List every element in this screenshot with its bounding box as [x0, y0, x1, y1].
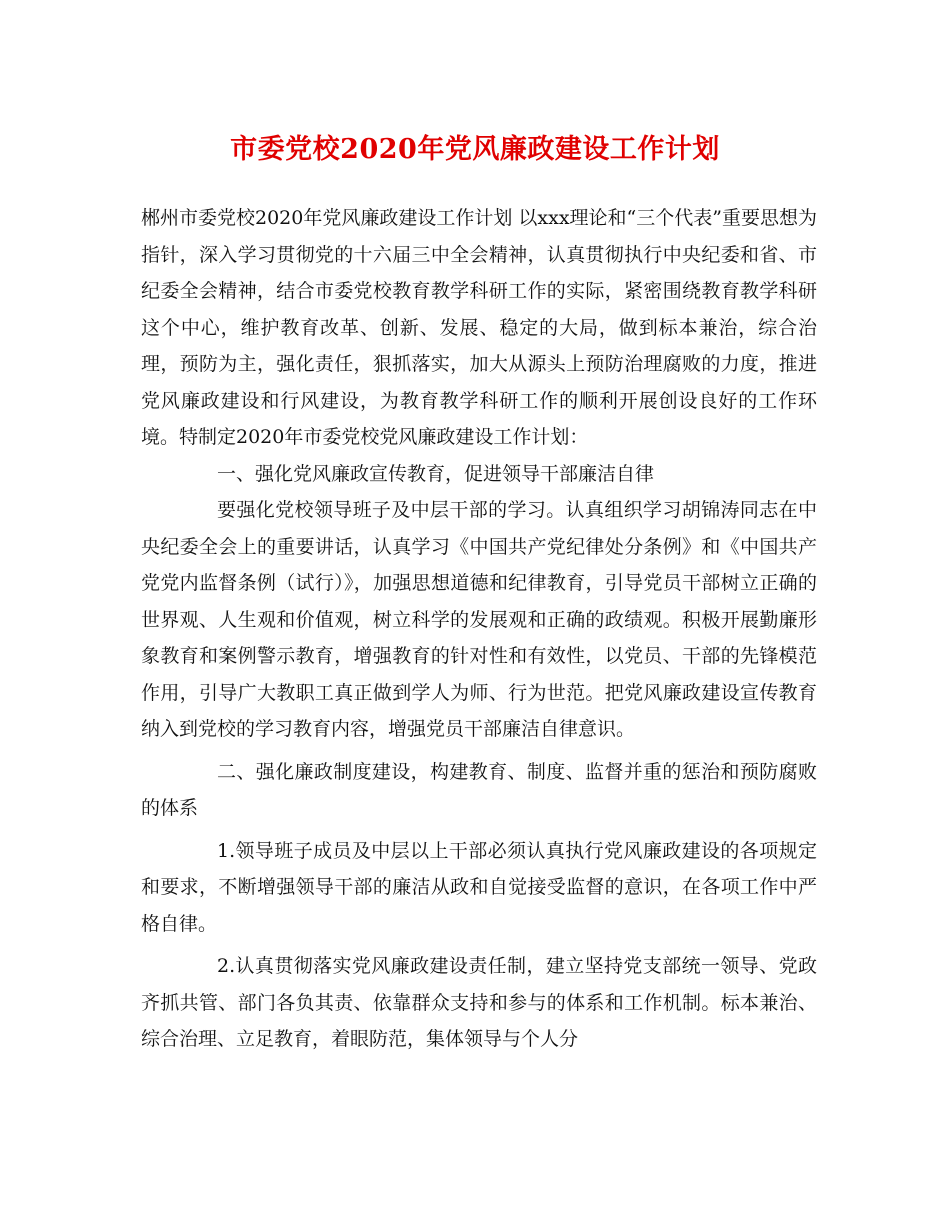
item-1-paragraph: 1.领导班子成员及中层以上干部必须认真执行党风廉政建设的各项规定和要求，不断增强领导干部的廉洁从政和自觉接受监督的意识，在各项工作中严格自律。: [141, 839, 817, 935]
document-body: [141, 200, 817, 1058]
item-2-paragraph: 2.认真贯彻落实党风廉政建设责任制，建立坚持党支部统一领导、党政齐抓共管、部门各负其责、依靠群众支持和参与的体系和工作机制。标本兼治、综合治理、立足教育，着眼防范，集体领导与个人分: [141, 955, 817, 1050]
section-1-paragraph: 要强化党校领导班子及中层干部的学习。认真组织学习胡锦涛同志在中央纪委全会上的重要讲话，认真学习《中国共产党纪律处分条例》和《中国共产党党内监督条例（试行）》，加强思想道德和纪律教育，引导党员干部树立正确的世界观、人生观和价值观，树立科学的发展观和正确的政绩观。积极开展勤廉形象教育和案例警示教育，增强教育的针对性和有效性，以党员、干部的先锋模范作用，引导广大教职工真正做到学人为师、行为世范。把党风廉政建设宣传教育纳入到党校的学习教育内容，增强党员干部廉洁自律意识。: [141, 499, 817, 740]
document-title: 市委党校2020年党风廉政建设工作计划: [230, 134, 720, 165]
intro-paragraph: 郴州市委党校2020年党风廉政建设工作计划 以xxx理论和“三个代表”重要思想为指针，深入学习贯彻党的十六届三中全会精神，认真贯彻执行中央纪委和省、市纪委全会精神，结合市委党校教育教学科研工作的实际，紧密围绕教育教学科研这个中心，维护教育改革、创新、发展、稳定的大局，做到标本兼治，综合治理，预防为主，强化责任，狠抓落实，加大从源头上预防治理腐败的力度，推进党风廉政建设和行风建设，为教育教学科研工作的顺利开展创设良好的工作环境。特制定2020年市委党校党风廉政建设工作计划：: [141, 207, 817, 448]
section-heading-2: 二、强化廉政制度建设，构建教育、制度、监督并重的惩治和预防腐败的体系: [141, 760, 817, 819]
section-heading-1: 一、强化党风廉政宣传教育，促进领导干部廉洁自律: [217, 462, 655, 485]
